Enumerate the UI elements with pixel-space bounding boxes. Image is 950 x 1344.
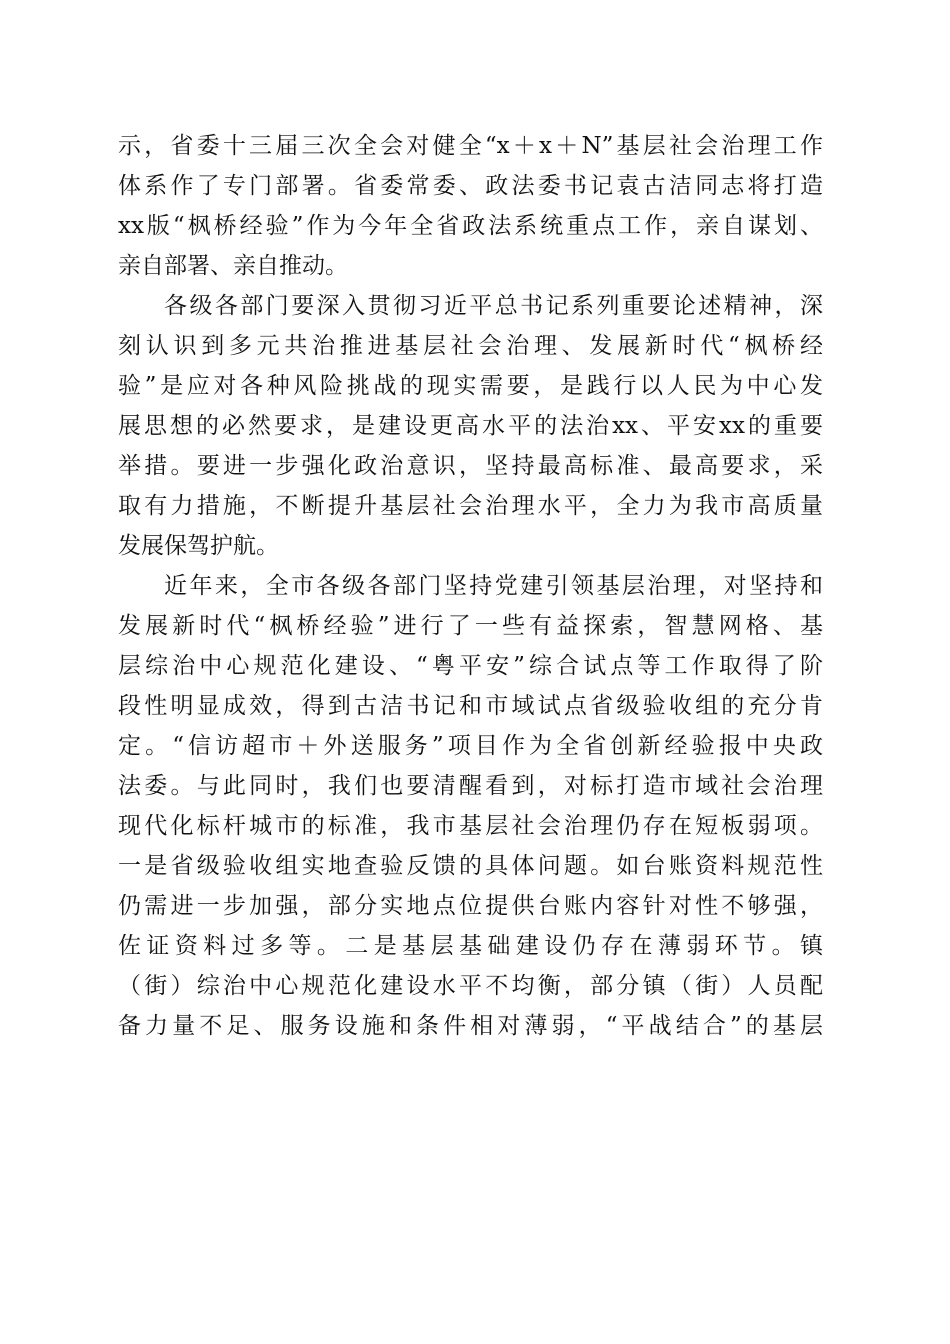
text-line: 发展新时代“枫桥经验”进行了一些有益探索，智慧网格、基 bbox=[118, 613, 823, 639]
text-line: 段性明显成效，得到古洁书记和市域试点省级验收组的充分肯 bbox=[118, 693, 823, 719]
text-line: 法委。与此同时，我们也要清醒看到，对标打造市域社会治理 bbox=[118, 773, 823, 799]
paragraph-first-line: 各级各部门要深入贯彻习近平总书记系列重要论述精神，深 bbox=[164, 293, 823, 319]
text-line: 示，省委十三届三次全会对健全“x＋x＋N”基层社会治理工作 bbox=[118, 133, 823, 159]
text-line: 发展保驾护航。 bbox=[118, 533, 279, 559]
text-line: （街）综治中心规范化建设水平不均衡，部分镇（街）人员配 bbox=[118, 973, 823, 999]
text-line: 亲自部署、亲自推动。 bbox=[118, 253, 348, 279]
text-line: 层综治中心规范化建设、“粤平安”综合试点等工作取得了阶 bbox=[118, 653, 823, 679]
text-line: 仍需进一步加强，部分实地点位提供台账内容针对性不够强， bbox=[118, 893, 823, 919]
document-body bbox=[118, 126, 823, 1046]
text-line: 验”是应对各种风险挑战的现实需要，是践行以人民为中心发 bbox=[118, 373, 823, 399]
text-line: 取有力措施，不断提升基层社会治理水平，全力为我市高质量 bbox=[118, 493, 823, 519]
text-line: 备力量不足、服务设施和条件相对薄弱，“平战结合”的基层 bbox=[118, 1013, 823, 1039]
text-line: 刻认识到多元共治推进基层社会治理、发展新时代“枫桥经 bbox=[118, 333, 823, 359]
text-line: 举措。要进一步强化政治意识，坚持最高标准、最高要求，采 bbox=[118, 453, 823, 479]
text-line: xx版“枫桥经验”作为今年全省政法系统重点工作，亲自谋划、 bbox=[118, 213, 823, 239]
text-line: 佐证资料过多等。二是基层基础建设仍存在薄弱环节。镇 bbox=[118, 933, 823, 959]
text-line: 展思想的必然要求，是建设更高水平的法治xx、平安xx的重要 bbox=[118, 413, 823, 439]
paragraph-first-line: 近年来，全市各级各部门坚持党建引领基层治理，对坚持和 bbox=[164, 573, 823, 599]
text-line: 现代化标杆城市的标准，我市基层社会治理仍存在短板弱项。 bbox=[118, 813, 823, 839]
text-line: 定。“信访超市＋外送服务”项目作为全省创新经验报中央政 bbox=[118, 733, 823, 759]
text-line: 一是省级验收组实地查验反馈的具体问题。如台账资料规范性 bbox=[118, 853, 823, 879]
text-line: 体系作了专门部署。省委常委、政法委书记袁古洁同志将打造 bbox=[118, 173, 823, 199]
